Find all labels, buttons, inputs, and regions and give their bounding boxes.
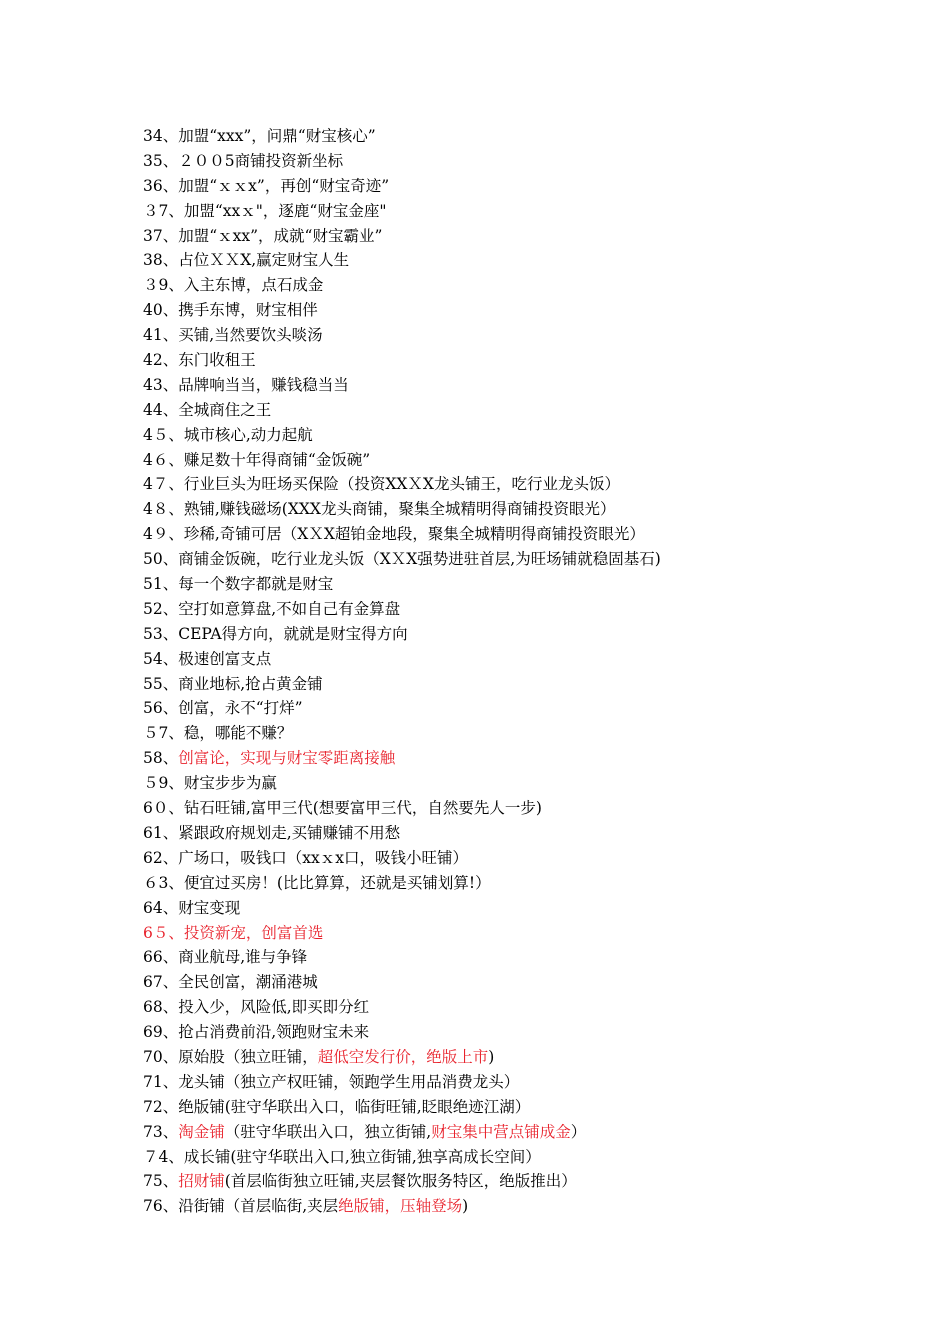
line-text: 70、原始股（独立旺铺， bbox=[143, 1047, 318, 1066]
line-text: 4５、城市核心,动力起航 bbox=[143, 425, 313, 444]
line-text: 4９、珍稀,奇铺可居（XＸX超铂金地段，聚集全城精明得商铺投资眼光） bbox=[143, 525, 645, 544]
line-text: 72、绝版铺(驻守华联出入口，临街旺铺,眨眼绝迹江湖） bbox=[143, 1097, 531, 1116]
line-text: 54、极速创富支点 bbox=[143, 649, 272, 668]
line-text: 4８、熟铺,赚钱磁场(XXX龙头商铺，聚集全城精明得商铺投资眼光） bbox=[143, 500, 616, 519]
slogan-line bbox=[143, 199, 923, 224]
slogan-line bbox=[143, 124, 923, 149]
line-text: ３9、入主东博，点石成金 bbox=[143, 276, 324, 295]
slogan-line bbox=[143, 522, 923, 547]
slogan-line bbox=[143, 995, 923, 1020]
highlighted-text: 淘金铺 bbox=[178, 1122, 225, 1141]
line-text: 61、紧跟政府规划走,买铺赚铺不用愁 bbox=[143, 823, 401, 842]
line-text: ) bbox=[488, 1047, 495, 1066]
highlighted-text: 6５、 bbox=[143, 923, 184, 942]
line-text: ) bbox=[462, 1197, 469, 1216]
slogan-line bbox=[143, 597, 923, 622]
line-text: 62、广场口，吸钱口（xxｘx口，吸钱小旺铺） bbox=[143, 848, 468, 867]
slogan-line bbox=[143, 1194, 923, 1219]
slogan-line bbox=[143, 448, 923, 473]
slogan-line bbox=[143, 348, 923, 373]
slogan-line bbox=[143, 945, 923, 970]
line-text: 64、财宝变现 bbox=[143, 898, 241, 917]
slogan-line bbox=[143, 224, 923, 249]
slogan-line bbox=[143, 547, 923, 572]
slogan-line bbox=[143, 970, 923, 995]
slogan-line bbox=[143, 398, 923, 423]
line-text: 42、东门收租王 bbox=[143, 351, 256, 370]
line-text: 73、 bbox=[143, 1122, 179, 1141]
slogan-line bbox=[143, 846, 923, 871]
slogan-line bbox=[143, 1120, 923, 1145]
slogan-line bbox=[143, 672, 923, 697]
line-text: 6０、钻石旺铺,富甲三代(想要富甲三代，自然要先人一步) bbox=[143, 799, 542, 818]
line-text: 66、商业航母,谁与争锋 bbox=[143, 948, 308, 967]
slogan-line bbox=[143, 1145, 923, 1170]
highlighted-text: 创富论，实现与财宝零距离接触 bbox=[178, 749, 396, 768]
slogan-line bbox=[143, 423, 923, 448]
slogan-line bbox=[143, 622, 923, 647]
highlighted-text: 绝版铺，压轴登场 bbox=[338, 1197, 463, 1216]
slogan-line bbox=[143, 871, 923, 896]
slogan-line bbox=[143, 746, 923, 771]
line-text: 76、沿街铺（首层临街,夹层 bbox=[143, 1197, 339, 1216]
slogan-line bbox=[143, 647, 923, 672]
slogan-line bbox=[143, 298, 923, 323]
slogan-line bbox=[143, 771, 923, 796]
slogan-line bbox=[143, 696, 923, 721]
slogan-line bbox=[143, 896, 923, 921]
line-text: 51、每一个数字都就是财宝 bbox=[143, 575, 334, 594]
line-text: 36、加盟“ｘｘx”，再创“财宝奇迹” bbox=[143, 176, 390, 195]
line-text: 75、 bbox=[143, 1172, 179, 1191]
line-text: 44、全城商住之王 bbox=[143, 400, 272, 419]
highlighted-text: 财宝集中营点铺成金 bbox=[431, 1122, 571, 1141]
line-text: 55、商业地标,抢占黄金铺 bbox=[143, 674, 323, 693]
slogan-line bbox=[143, 721, 923, 746]
line-text: 34、加盟“xxx”，问鼎“财宝核心” bbox=[143, 127, 376, 145]
line-text: ７4、成长铺(驻守华联出入口,独立街铺,独享高成长空间） bbox=[143, 1147, 541, 1166]
slogan-line bbox=[143, 796, 923, 821]
line-text: ６3、便宜过买房！(比比算算，还就是买铺划算!） bbox=[143, 873, 491, 892]
highlighted-text: 招财铺 bbox=[178, 1172, 225, 1191]
slogan-line bbox=[143, 248, 923, 273]
line-text: 43、品牌响当当，赚钱稳当当 bbox=[143, 375, 349, 394]
line-text: 4６、赚足数十年得商铺“金饭碗” bbox=[143, 450, 371, 469]
line-text: 52、空打如意算盘,不如自己有金算盘 bbox=[143, 599, 401, 618]
slogan-list bbox=[143, 124, 923, 1219]
line-text: (首层临街独立旺铺,夹层餐饮服务特区，绝版推出） bbox=[224, 1172, 577, 1191]
line-text: 41、买铺,当然要饮头啖汤 bbox=[143, 326, 323, 345]
slogan-line bbox=[143, 472, 923, 497]
line-text: 50、商铺金饭碗，吃行业龙头饭（XＸX强势进驻首层,为旺场铺就稳固基石) bbox=[143, 550, 661, 569]
line-text: ５9、财宝步步为赢 bbox=[143, 774, 277, 793]
line-text: ５7、稳，哪能不赚？ bbox=[143, 724, 293, 743]
slogan-line bbox=[143, 1169, 923, 1194]
slogan-line bbox=[143, 1020, 923, 1045]
highlighted-text: 投资新宠，创富首选 bbox=[183, 923, 324, 942]
line-text: 69、抢占消费前沿,领跑财宝未来 bbox=[143, 1023, 370, 1042]
line-text: 68、投入少，风险低,即买即分红 bbox=[143, 998, 370, 1017]
slogan-line bbox=[143, 149, 923, 174]
slogan-line bbox=[143, 174, 923, 199]
line-text: 56、创富，永不“打烊” bbox=[143, 699, 303, 718]
slogan-line bbox=[143, 497, 923, 522]
slogan-line bbox=[143, 821, 923, 846]
slogan-line bbox=[143, 921, 923, 946]
slogan-line bbox=[143, 1095, 923, 1120]
line-text: 53、CEPA得方向，就就是财宝得方向 bbox=[143, 624, 408, 643]
line-text: 37、加盟“ｘxx”，成就“财宝霸业” bbox=[143, 226, 383, 245]
slogan-line bbox=[143, 1045, 923, 1070]
line-text: 35、２００5商铺投资新坐标 bbox=[143, 151, 344, 170]
line-text: ） bbox=[570, 1122, 587, 1141]
slogan-line bbox=[143, 373, 923, 398]
line-text: 67、全民创富，潮涌港城 bbox=[143, 973, 318, 992]
line-text: ３7、加盟“xxｘ"，逐鹿“财宝金座" bbox=[143, 201, 387, 220]
slogan-line bbox=[143, 273, 923, 298]
line-text: 40、携手东博，财宝相伴 bbox=[143, 301, 318, 320]
highlighted-text: 超低空发行价，绝版上市 bbox=[317, 1047, 489, 1066]
slogan-line bbox=[143, 572, 923, 597]
line-text: 58、 bbox=[143, 749, 179, 768]
slogan-line bbox=[143, 323, 923, 348]
line-text: 38、占位ＸＸX,赢定财宝人生 bbox=[143, 251, 350, 270]
slogan-line bbox=[143, 1070, 923, 1095]
line-text: （驻守华联出入口，独立街铺, bbox=[224, 1122, 432, 1141]
line-text: 71、龙头铺（独立产权旺铺，领跑学生用品消费龙头） bbox=[143, 1072, 520, 1091]
line-text: 4７、行业巨头为旺场买保险（投资XXＸX龙头铺王，吃行业龙头饭） bbox=[143, 475, 620, 494]
